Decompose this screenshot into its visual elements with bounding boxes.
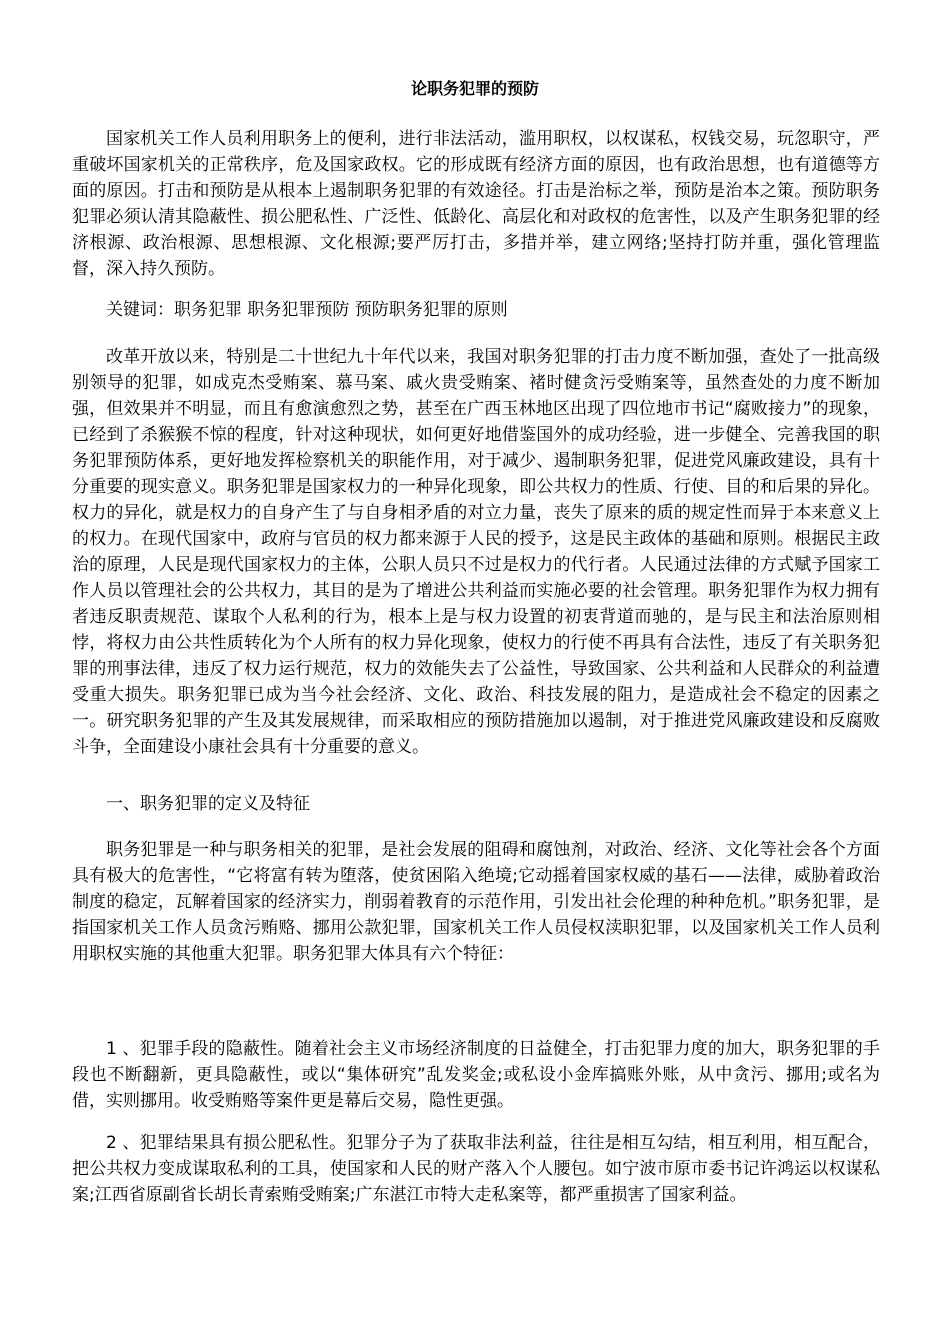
body-paragraph-definition: 职务犯罪是一种与职务相关的犯罪，是社会发展的阻碍和腐蚀剂，对政治、经济、文化等社会各个方面具有极大的危害性，“它将富有转为堕落，使贫困陷入绝境;它动摇着国家权威的基石——法律，威胁着政治制度的稳定，瓦解着国家的经济实力，削弱着教育的示范作用，引发出社会伦理的种种危机。”职务犯罪，是指国家机关工作人员贪污贿赂、挪用公款犯罪，国家机关工作人员侵权渎职犯罪，以及国家机关工作人员利用职权实施的其他重大犯罪。职务犯罪大体具有六个特征： <box>72 840 880 964</box>
body-paragraph-intro: 改革开放以来，特别是二十世纪九十年代以来，我国对职务犯罪的打击力度不断加强，查处了一批高级别领导的犯罪，如成克杰受贿案、慕马案、戚火贵受贿案、褚时健贪污受贿案等，虽然查处的力度不断加强，但效果并不明显，而且有愈演愈烈之势，甚至在广西玉林地区出现了四位地市书记“腐败接力”的现象，已经到了杀猴猴不惊的程度，针对这种现状，如何更好地借鉴国外的成功经验，进一步健全、完善我国的职务犯罪预防体系，更好地发挥检察机关的职能作用，对于减少、遏制职务犯罪，促进党风廉政建设，具有十分重要的现实意义。职务犯罪是国家权力的一种异化现象，即公共权力的性质、行使、目的和后果的异化。权力的异化，就是权力的自身产生了与自身相矛盾的对立力量，丧失了原来的质的规定性而异于本来意义上的权力。在现代国家中，政府与官员的权力都来源于人民的授予，这是民主政体的基础和原则。根据民主政治的原理，人民是现代国家权力的主体，公职人员只不过是权力的代行者。人民通过法律的方式赋予国家工作人员以管理社会的公共权力，其目的是为了增进公共利益而实施必要的社会管理。职务犯罪作为权力拥有者违反职责规范、谋取个人私利的行为，根本上是与权力设置的初衷背道而驰的，是与民主和法治原则相悖，将权力由公共性质转化为个人所有的权力异化现象，使权力的行使不再具有合法性，违反了有关职务犯罪的刑事法律，违反了权力运行规范，权力的效能失去了公益性，导致国家、公共利益和人民群众的利益遭受重大损失。职务犯罪已成为当今社会经济、文化、政治、科技发展的阻力，是造成社会不稳定的因素之一。研究职务犯罪的产生及其发展规律，而采取相应的预防措施加以遏制，对于推进党风廉政建设和反腐败斗争，全面建设小康社会具有十分重要的意义。 <box>72 347 880 757</box>
feature-item-1: 1 、犯罪手段的隐蔽性。随着社会主义市场经济制度的日益健全，打击犯罪力度的加大，职务犯罪的手段也不断翻新，更具隐蔽性，或以“集体研究”乱发奖金;或私设小金库搞账外账，从中贪污、挪用;或名为借，实则挪用。收受贿赂等案件更是幕后交易，隐性更强。 <box>72 1039 880 1111</box>
section-heading: 一、职务犯罪的定义及特征 <box>106 794 310 814</box>
keywords-line: 关键词：职务犯罪 职务犯罪预防 预防职务犯罪的原则 <box>106 300 508 320</box>
abstract-paragraph: 国家机关工作人员利用职务上的便利，进行非法活动，滥用职权，以权谋私，权钱交易，玩忽职守，严重破坏国家机关的正常秩序，危及国家政权。它的形成既有经济方面的原因，也有政治思想，也有道德等方面的原因。打击和预防是从根本上遏制职务犯罪的有效途径。打击是治标之举，预防是治本之策。预防职务犯罪必须认清其隐蔽性、损公肥私性、广泛性、低龄化、高层化和对政权的危害性，以及产生职务犯罪的经济根源、政治根源、思想根源、文化根源;要严厉打击，多措并举，建立网络;坚持打防并重，强化管理监督，深入持久预防。 <box>72 129 880 279</box>
document-title: 论职务犯罪的预防 <box>410 79 539 98</box>
feature-item-2: 2 、犯罪结果具有损公肥私性。犯罪分子为了获取非法利益，往往是相互勾结，相互利用，相互配合，把公共权力变成谋取私利的工具，使国家和人民的财产落入个人腰包。如宁波市原市委书记许鸿运以权谋私案;江西省原副省长胡长青索贿受贿案;广东湛江市特大走私案等，都严重损害了国家利益。 <box>72 1133 880 1205</box>
